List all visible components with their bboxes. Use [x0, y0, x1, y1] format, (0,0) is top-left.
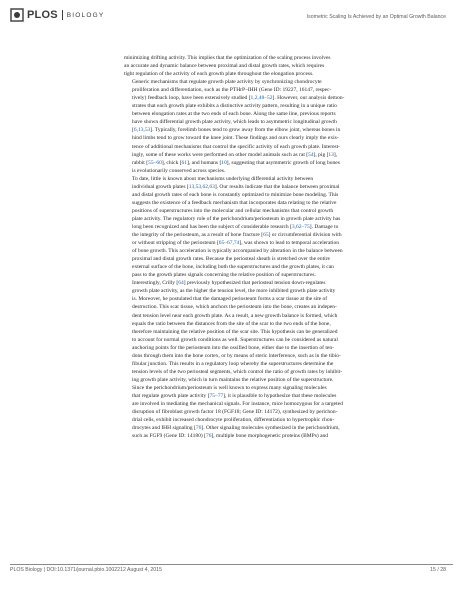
page-number: 15 / 28	[430, 567, 446, 573]
text-line: that regulate growth plate activity [75–77], it is plausible to hypothesize that these molecules	[132, 392, 337, 399]
citation-link[interactable]: 64	[178, 280, 184, 287]
citation-link[interactable]: 65	[263, 232, 269, 239]
text-line: hind limbs tend to grow toward the knee joint. These findings and ours clearly imply the exis-	[132, 135, 339, 142]
footer-divider	[10, 564, 453, 565]
citation-link[interactable]: 75–77	[209, 392, 224, 399]
citation-link[interactable]: 55–60	[148, 159, 162, 166]
text-line: anchoring points for the periosteum into the ossified bone, either due to the insertion of ten-	[132, 344, 334, 351]
text-line: minimizing drifting activity. This implies that the optimization of the scaling process involves	[124, 55, 331, 61]
text-line: proliferation and differentiation, such as the PTHrP–IHH (Gene ID: 19227, 16147, respec-	[132, 87, 332, 94]
text-line: to account for normal growth conditions as well. Superstructures can be considered as natural	[132, 336, 338, 343]
text-line: positions of superstructures into the molecular and cellular mechanisms that control growth	[132, 207, 334, 214]
text-line: tively) feedback loop, have been extensively studied [1,2,48–52]. However, our analysis demon-	[132, 95, 345, 102]
text-line: plate activity. The regulatory role of the perichondrium/periosteum in growth plate activity has	[132, 215, 341, 222]
text-line: an accurate and dynamic balance between proximal and distal growth rates, which requires	[124, 63, 325, 70]
logo-divider	[62, 10, 63, 20]
citation-link[interactable]: 61	[181, 159, 188, 166]
text-line: individual growth plates [13,53,62,63]. Our results indicate that the balance between proximal	[132, 183, 340, 190]
text-line: is. Moreover, he postulated that the damaged periosteum forms a scar tissue at the site of	[132, 296, 328, 303]
text-line: tight regulation of the activity of each growth plate throughout the elongation process.	[124, 71, 314, 78]
text-line: is evolutionarily conserved across species.	[132, 167, 226, 174]
text-line: are involved in mediating the mechanical signals. For instance, mice homozygous for a targeted	[132, 401, 343, 408]
text-line: Generic mechanisms that regulate growth plate activity by synchronizing chondrocyte	[132, 79, 322, 86]
text-line: equals the ratio between the distances from the site of the scar to the two ends of the bone,	[132, 320, 331, 327]
text-line: therefore maintaining the relative position of the scar site. This hypothesis can be generalized	[132, 328, 338, 335]
text-line: such as FGF9 (Gene ID: 14180) [76], multiple bone morphogenetic proteins (BMPs) and	[132, 433, 329, 440]
text-line: tension levels of the two periosteal segments, which control the ratio of growth rates by inhibit-	[132, 368, 343, 375]
text-line: the integrity of the periosteum, as a result of bone fracture [65] or circumferential division with	[132, 232, 342, 239]
text-line: dent tension level near each growth plate. As a result, a new growth balance is formed, which	[132, 312, 338, 319]
text-line: and distal growth rates of each bone is constantly optimized to minimize bone modeling. This	[132, 191, 339, 198]
paragraph	[124, 175, 440, 280]
citation-link[interactable]: 10	[221, 159, 227, 166]
citation-link[interactable]: 1,2,48–52	[250, 95, 273, 102]
running-title: Isometric Scaling Is Achieved by an Optimal Growth Balance	[306, 14, 446, 20]
text-line: dons through them into the bone cortex, or by means of steric interference, such as in the tibio-	[132, 352, 341, 359]
text-line: external surface of the bone, including both the superstructures and the growth plates, it can	[132, 264, 334, 271]
text-line: of bone growth. This acceleration is typically accompanied by alteration in the balance between	[132, 248, 343, 255]
text-line: proximal and distal growth rates. Because the periosteal sheath is stretched over the entire	[132, 256, 330, 263]
text-line: drocytes and IHH signaling [76]. Other signaling molecules synthesized in the perichondrium,	[132, 425, 340, 432]
text-line: growth plate activity, as the higher the tension level, the more inhibited growth plate activity	[132, 288, 336, 295]
text-line: ing growth plate activity, which in turn maintains the relative position of the superstructure.	[132, 376, 334, 383]
footer-citation: PLOS Biology | DOI:10.1371/journal.pbio.1002212 August 4, 2015	[10, 567, 162, 573]
text-line: fibular junction. This results in a regulatory loop whereby the superstructures determine the	[132, 360, 334, 367]
paragraph	[124, 384, 440, 440]
citation-link[interactable]: 13	[328, 151, 334, 158]
text-line: suggests the existence of a feedback mechanism that incorporates data relating to the relative	[132, 199, 337, 206]
citation-link[interactable]: 6,13,53	[133, 127, 151, 134]
citation-link[interactable]: 54	[308, 151, 314, 158]
text-line: between elongation rates at the two ends of each bone. Along the same line, previous reports	[132, 111, 336, 118]
text-line: or without stripping of the periosteum [65–67,74], was shown to lead to temporal acceleration	[132, 240, 339, 247]
citation-link[interactable]: 76	[205, 433, 212, 440]
paragraph	[124, 279, 440, 384]
plos-logo-icon	[10, 8, 24, 22]
citation-link[interactable]: 65–67,74	[218, 240, 240, 247]
article-body	[124, 54, 440, 440]
page-header	[0, 0, 463, 30]
text-line: destruction. This scar tissue, which anchors the periosteum into the bone, creates an indepen-	[132, 304, 337, 311]
citation-link[interactable]: 76	[195, 425, 202, 432]
citation-link[interactable]: 13,53,62,63	[188, 183, 215, 190]
text-line: To date, little is known about mechanisms underlying differential activity between	[132, 175, 314, 182]
text-line: tence of additional mechanisms that control the specific activity of each growth plate. Interest-	[132, 143, 341, 150]
plos-logo[interactable]	[10, 8, 104, 22]
text-line: rabbit [55–60], chick [61], and humans [10], suggesting that asymmetric growth of long bones	[132, 159, 340, 166]
text-line: pass to the growth plates signals concerning the relative position of superstructures.	[132, 272, 316, 279]
paragraph	[124, 78, 440, 175]
text-line: long been recognized and has been the subject of considerable research [3,62–75]. Damage to	[132, 223, 339, 230]
text-line: [6,13,53]. Typically, forelimb bones tend to grow away from the elbow joint, whereas bones in	[132, 127, 341, 134]
text-line: strates that each growth plate exhibits a distinctive activity pattern, resulting in a unique ratio	[132, 103, 337, 110]
text-line: disruption of fibroblast growth factor 18 (FGF18; Gene ID: 14172), synthesized by perichon-	[132, 409, 338, 416]
text-line: Since the perichondrium/periosteum is well known to express many signaling molecules	[132, 384, 327, 391]
text-line: drial cells, exhibit increased chondrocyte proliferation, differentiation to hypertrophic chon-	[132, 417, 335, 424]
paragraph	[124, 54, 440, 78]
logo-journal-name: BIOLOGY	[66, 11, 105, 19]
logo-wordmark: PLOS	[27, 9, 58, 21]
citation-link[interactable]: 3,62–75	[291, 223, 310, 230]
text-line: Interestingly, Crilly [64] previously hypothesized that periosteal tension down-regulates	[132, 280, 326, 287]
text-line: ingly, some of these works were performed on other model animals such as rat [54], pig [13],	[132, 151, 338, 158]
text-line: have shown differential growth plate activity, which leads to asymmetric longitudinal growth	[132, 119, 337, 126]
